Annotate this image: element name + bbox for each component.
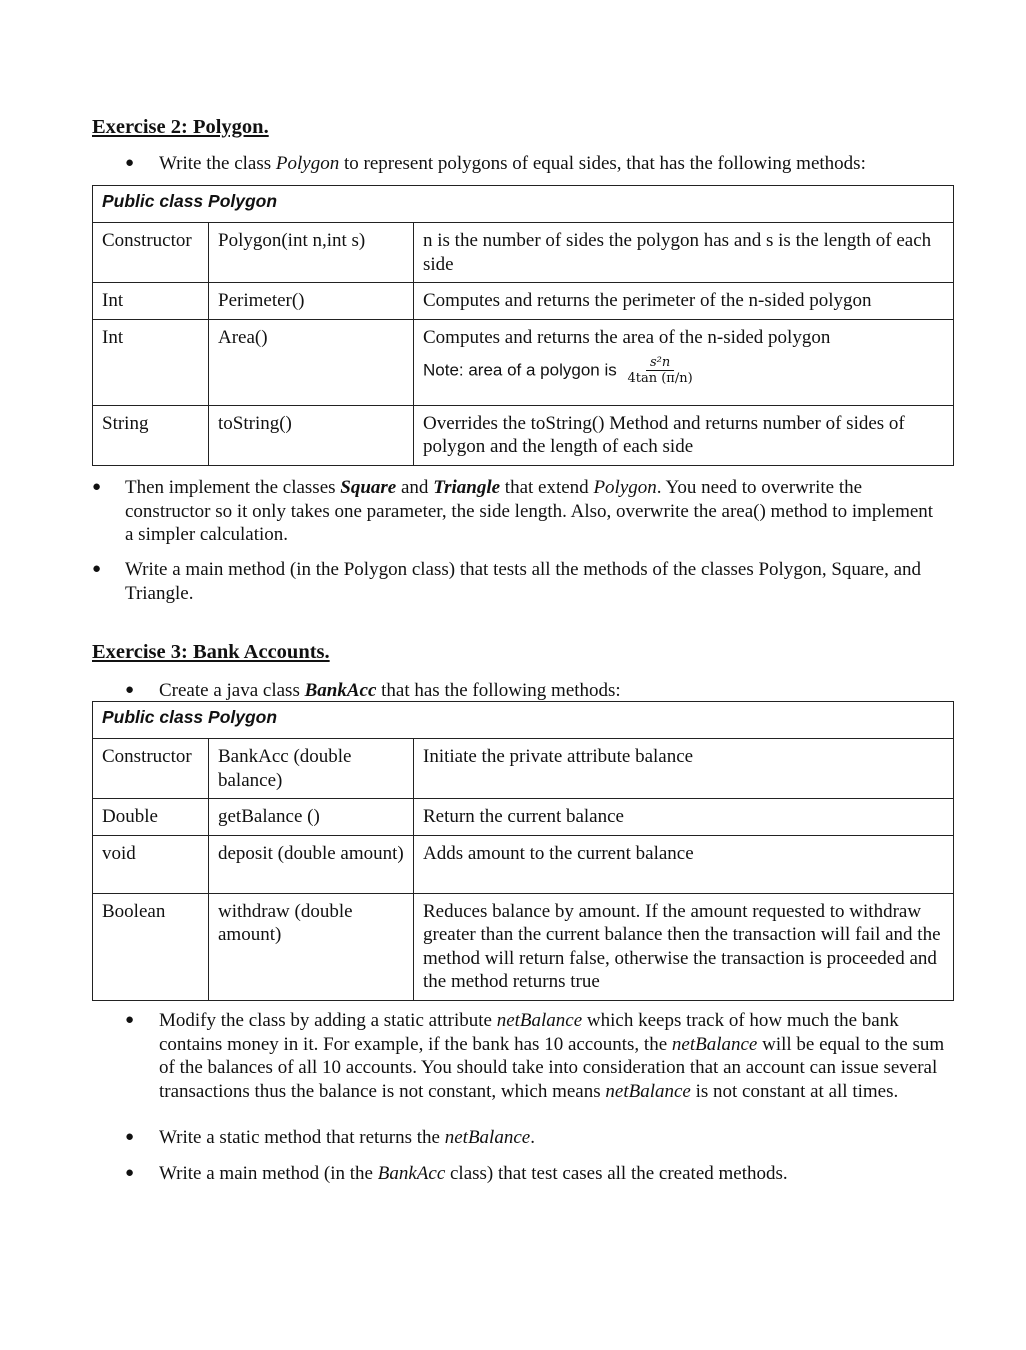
bullet-icon: ●: [92, 479, 102, 495]
description-cell: Computes and returns the area of the n-sided polygon Note: area of a polygon is $\frac{\text{s²n}}{4\tan (\pi/n)}$: [414, 319, 954, 405]
bullet-icon: ●: [92, 561, 102, 577]
type-cell: Constructor: [93, 223, 209, 283]
exercise3-intro: ● Create a java class BankAcc that has the following methods:: [125, 680, 621, 701]
exercise2-bullet-main: ● Write a main method (in the Polygon class) that tests all the methods of the classes Polygon, Square, and Triangle.: [92, 559, 922, 604]
bullet-icon: ●: [125, 1012, 135, 1028]
method-cell: Area(): [209, 319, 414, 405]
table-row: [93, 893, 954, 1000]
type-cell: void: [93, 835, 209, 893]
description-cell: Overrides the toString() Method and returns number of sides of polygon and the length of each side: [414, 405, 954, 465]
bullet-icon: ●: [125, 1129, 135, 1145]
description-cell: Initiate the private attribute balance: [414, 739, 954, 799]
table-row: [93, 283, 954, 320]
table-row: [93, 835, 954, 893]
description-cell: Return the current balance: [414, 799, 954, 836]
method-cell: Polygon(int n,int s): [209, 223, 414, 283]
method-cell: deposit (double amount): [209, 835, 414, 893]
table-row: [93, 223, 954, 283]
bankacc-methods-table: [92, 701, 954, 1001]
table-row: [93, 319, 954, 405]
table-header: Public class Polygon: [93, 186, 954, 223]
table-row: [93, 405, 954, 465]
exercise2-bullet-square-triangle: ● Then implement the classes Square and Triangle that extend Polygon. You need to overwrite the constructor so it only takes one parameter, the side length. Also, overwrite the area() method to implement a simpler calculation.: [92, 477, 934, 545]
exercise3-bullet-main: ● Write a main method (in the BankAcc class) that test cases all the created methods.: [125, 1163, 788, 1184]
method-cell: getBalance (): [209, 799, 414, 836]
type-cell: String: [93, 405, 209, 465]
method-cell: withdraw (double amount): [209, 893, 414, 1000]
bullet-icon: ●: [125, 682, 135, 698]
exercise3-bullet-static-method: ● Write a static method that returns the netBalance.: [125, 1127, 535, 1148]
table-row: [93, 739, 954, 799]
polygon-methods-table: [92, 185, 954, 466]
table-row: [93, 799, 954, 836]
type-cell: Int: [93, 283, 209, 320]
exercise2-title: Exercise 2: Polygon.: [92, 116, 269, 138]
area-formula: Note: area of a polygon is $\frac{\text{s²n}}{4\tan (\pi/n)}$: [423, 355, 944, 387]
bullet-icon: ●: [125, 155, 135, 171]
type-cell: Constructor: [93, 739, 209, 799]
description-cell: Adds amount to the current balance: [414, 835, 954, 893]
table-header: Public class Polygon: [93, 702, 954, 739]
description-cell: n is the number of sides the polygon has and s is the length of each side: [414, 223, 954, 283]
type-cell: Double: [93, 799, 209, 836]
description-cell: Computes and returns the perimeter of the n-sided polygon: [414, 283, 954, 320]
method-cell: toString(): [209, 405, 414, 465]
exercise3-title: Exercise 3: Bank Accounts.: [92, 641, 330, 663]
description-cell: Reduces balance by amount. If the amount requested to withdraw greater than the current balance then the transaction will fail and the method will return false, otherwise the transaction is proceeded and the method returns true: [414, 893, 954, 1000]
bullet-icon: ●: [125, 1165, 135, 1181]
exercise2-intro: ● Write the class Polygon to represent polygons of equal sides, that has the following methods:: [125, 153, 866, 174]
formula-fraction: $\frac{\text{s²n}}{4\tan (\pi/n)}$: [627, 355, 693, 386]
method-cell: BankAcc (double balance): [209, 739, 414, 799]
exercise3-bullet-netbalance: ● Modify the class by adding a static attribute netBalance which keeps track of how much the bank contains money in it. For example, if the bank has 10 accounts, the netBalance will be equal to the sum of the balances of all 10 accounts. You should take into consideration that an account can issue several transactions thus the balance is not constant, which means netBalance is not constant at all times.: [125, 1010, 945, 1102]
type-cell: Int: [93, 319, 209, 405]
method-cell: Perimeter(): [209, 283, 414, 320]
type-cell: Boolean: [93, 893, 209, 1000]
